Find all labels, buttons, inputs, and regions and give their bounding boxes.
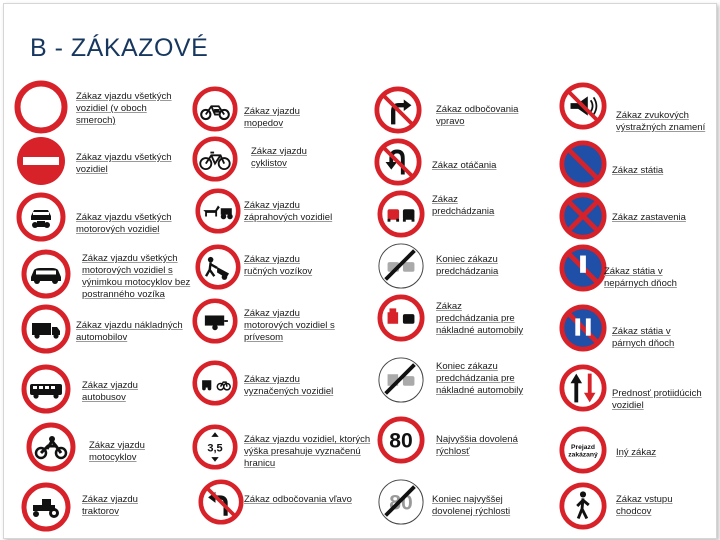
sign-no-horn: [559, 82, 607, 130]
sign-no-tractors: [21, 482, 71, 532]
sign-label: Zákaz vjazdu traktorov: [82, 494, 138, 517]
sign-other-prohibition: [559, 426, 607, 474]
sign-no-handcarts: [195, 244, 241, 290]
sign-label: Zákaz vjazdu autobusov: [82, 380, 138, 403]
sign-no-parking-odd-days: [559, 244, 607, 292]
sign-label: Zákaz vjazdu všetkých vozidiel: [76, 152, 172, 175]
slide: [3, 3, 717, 539]
sign-no-trucks: [21, 304, 71, 354]
speed-limit-value: 80: [389, 429, 413, 453]
sign-no-entry: [16, 136, 66, 186]
sign-no-parking: [559, 140, 607, 188]
sign-label: Zákaz vjazdu nákladných automobilov: [76, 320, 183, 343]
sign-no-motor-vehicles-except-motorcycles: [21, 249, 71, 299]
sign-end-no-overtaking-trucks: [377, 356, 425, 404]
sign-label: Koniec zákazu predchádzania pre nákladné automobily: [436, 361, 524, 396]
sign-label: Koniec zákazu predchádzania: [436, 254, 499, 277]
sign-no-left-turn: [198, 479, 244, 525]
sign-label: Zákaz vjazdu motorových vozidiel s prívesom: [244, 308, 335, 343]
sign-label: Prednosť protiidúcich vozidiel: [612, 388, 702, 411]
sign-no-vehicles-both-directions: [16, 82, 66, 132]
sign-no-stopping: [559, 192, 607, 240]
end-speed-limit-value: 80: [389, 491, 413, 515]
sign-no-motor-vehicles: [16, 192, 66, 242]
sign-label: Koniec najvyššej dovolenej rýchlosti: [432, 494, 511, 517]
sign-label: Zákaz vjazdu vyznačených vozidiel: [244, 374, 334, 397]
sign-no-horse-drawn-vehicles: [195, 188, 241, 234]
slide-title: B - ZÁKAZOVÉ: [30, 34, 209, 62]
sign-label: Zákaz státia: [612, 165, 664, 176]
sign-label: Zákaz vjazdu všetkých motorových vozidiel s výnimkou motocyklov bez postranného vozíka: [82, 253, 191, 300]
sign-label: Zákaz vjazdu všetkých motorových vozidiel: [76, 212, 172, 235]
sign-label: Zákaz predchádzania pre nákladné automobily: [436, 301, 524, 336]
sign-no-vehicles-with-trailer: [192, 298, 238, 344]
sign-label: Najvyššia dovolená rýchlosť: [436, 434, 518, 457]
sign-label: Zákaz otáčania: [432, 160, 497, 171]
sign-no-parking-even-days: [559, 304, 607, 352]
sign-speed-limit: [377, 416, 425, 464]
sign-label: Zákaz odbočovania vľavo: [244, 494, 352, 505]
sign-no-bicycles: [192, 136, 238, 182]
sign-no-right-turn: [374, 86, 422, 134]
sign-label: Zákaz odbočovania vpravo: [436, 104, 519, 127]
sign-label: Zákaz vjazdu vozidiel, ktorých výška presahuje vyznačenú hranicu: [244, 434, 371, 469]
other-prohibition-line2: zakázaný: [568, 451, 598, 459]
sign-no-overtaking: [377, 190, 425, 238]
sign-label: Zákaz zastavenia: [612, 212, 686, 223]
sign-end-no-overtaking: [377, 242, 425, 290]
sign-label: Zákaz vjazdu ručných vozíkov: [244, 254, 313, 277]
sign-no-overtaking-trucks: [377, 294, 425, 342]
sign-label: Zákaz vjazdu cyklistov: [251, 146, 307, 169]
sign-no-u-turn: [374, 138, 422, 186]
sign-label: Zákaz vjazdu mopedov: [244, 106, 300, 129]
sign-label: Zákaz zvukových výstražných znamení: [616, 110, 706, 133]
sign-label: Zákaz vjazdu záprahových vozidiel: [244, 200, 333, 223]
sign-label: Zákaz vjazdu motocyklov: [89, 440, 145, 463]
sign-label: Zákaz státia v nepárnych dňoch: [604, 266, 677, 289]
sign-no-mopeds: [192, 86, 238, 132]
sign-priority-oncoming: [559, 364, 607, 412]
sign-no-marked-vehicles: [192, 360, 238, 406]
height-limit-value: 3,5: [207, 442, 223, 455]
sign-label: Zákaz vstupu chodcov: [616, 494, 673, 517]
sign-no-pedestrians: [559, 482, 607, 530]
sign-label: Iný zákaz: [616, 447, 657, 458]
sign-no-buses: [21, 364, 71, 414]
sign-height-limit: [192, 424, 238, 470]
sign-end-speed-limit: [377, 478, 425, 526]
sign-label: Zákaz vjazdu všetkých vozidiel (v oboch smeroch): [76, 91, 172, 126]
other-prohibition-line1: Prejazd: [571, 444, 595, 452]
sign-label: Zákaz státia v párnych dňoch: [612, 326, 675, 349]
sign-no-motorcycles: [26, 422, 76, 472]
sign-label: Zákaz predchádzania: [432, 194, 495, 217]
